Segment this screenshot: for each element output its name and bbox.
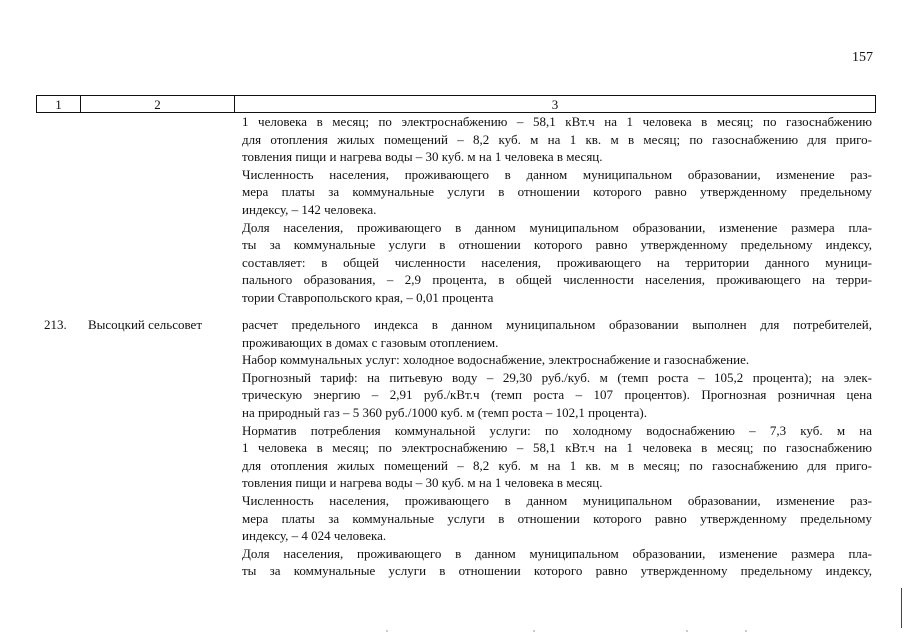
- text-line: Доля населения, проживающего в данном муниципальном образовании, изменение размера пла-: [242, 219, 872, 235]
- text-line: 1 человека в месяц; по электроснабжению – 58,1 кВт.ч на 1 человека в месяц; по газоснабжению: [242, 114, 872, 129]
- text-line: Численность населения, проживающего в данном муниципальном образовании, изменение раз-: [242, 166, 872, 182]
- text-line: Набор коммунальных услуг: холодное водоснабжение, электроснабжение и газоснабжение.: [242, 352, 750, 368]
- text-line: 1 человека в месяц; по электроснабжению – 58,1 кВт.ч на 1 человека в месяц; по газоснабжению: [242, 440, 872, 456]
- text-line: составляет: в общей численности населения, проживающего на территории данного муници-: [242, 254, 872, 270]
- text-line: на природный газ – 5 360 руб./1000 куб. м (темп роста – 102,1 процента).: [242, 404, 647, 420]
- text-line: для отопления жилых помещений – 8,2 куб. м на 1 кв. м в месяц; по газоснабжению для приго-: [242, 457, 872, 473]
- row-number: 213.: [44, 317, 67, 332]
- text-line: для отопления жилых помещений – 8,2 куб. м на 1 кв. м в месяц; по газоснабжению для приго-: [242, 131, 872, 147]
- text-line: тории Ставропольского края, – 0,01 процента: [242, 289, 494, 305]
- text-line: Норматив потребления коммунальной услуги: по холодному водоснабжению – 7,3 куб. м на: [242, 422, 872, 438]
- continuation-text: [242, 113, 872, 307]
- column-number-2: 2: [81, 96, 235, 112]
- text-line: товления пищи и нагрева воды – 30 куб. м на 1 человека в месяц.: [242, 475, 603, 491]
- row-description: [242, 316, 872, 580]
- text-line: пального образования, – 2,9 процента, в общей численности населения, проживающего на терри-: [242, 272, 872, 288]
- text-line: проживающих в домах с газовым отоплением.: [242, 334, 499, 350]
- text-line: индексу, – 4 024 человека.: [242, 528, 387, 544]
- page-number: 157: [852, 50, 873, 65]
- text-line: расчет предельного индекса в данном муниципальном образовании выполнен для потребителей,: [242, 317, 872, 332]
- text-line: мера платы за коммунальные услуги в отношении которого равно утвержденному предельному: [242, 184, 872, 200]
- text-line: Доля населения, проживающего в данном муниципальном образовании, изменение размера пла-: [242, 545, 872, 561]
- scan-speck: [686, 630, 688, 632]
- column-number-1: 1: [37, 96, 81, 112]
- scan-speck: [745, 630, 747, 632]
- municipality-name: Высоцкий сельсовет: [88, 317, 203, 332]
- scan-speck: [533, 630, 535, 632]
- scan-speck: [386, 630, 388, 632]
- column-number-3: 3: [551, 96, 559, 112]
- text-line: ты за коммунальные услуги в отношении которого равно утвержденному предельному индексу,: [242, 563, 872, 579]
- text-line: трическую энергию – 2,91 руб./кВт.ч (темп роста – 107 процентов). Прогнозная розничная цена: [242, 387, 872, 403]
- scan-edge-mark: [901, 588, 903, 628]
- text-line: Прогнозный тариф: на питьевую воду – 29,30 руб./куб. м (темп роста – 105,2 процента); на элек-: [242, 369, 872, 385]
- text-line: товления пищи и нагрева воды – 30 куб. м на 1 человека в месяц.: [242, 149, 603, 165]
- text-line: Численность населения, проживающего в данном муниципальном образовании, изменение раз-: [242, 492, 872, 508]
- text-line: мера платы за коммунальные услуги в отношении которого равно утвержденному предельному: [242, 510, 872, 526]
- text-line: индексу, – 142 человека.: [242, 201, 377, 217]
- table-column-header: [36, 95, 876, 113]
- text-line: ты за коммунальные услуги в отношении которого равно утвержденному предельному индексу,: [242, 237, 872, 253]
